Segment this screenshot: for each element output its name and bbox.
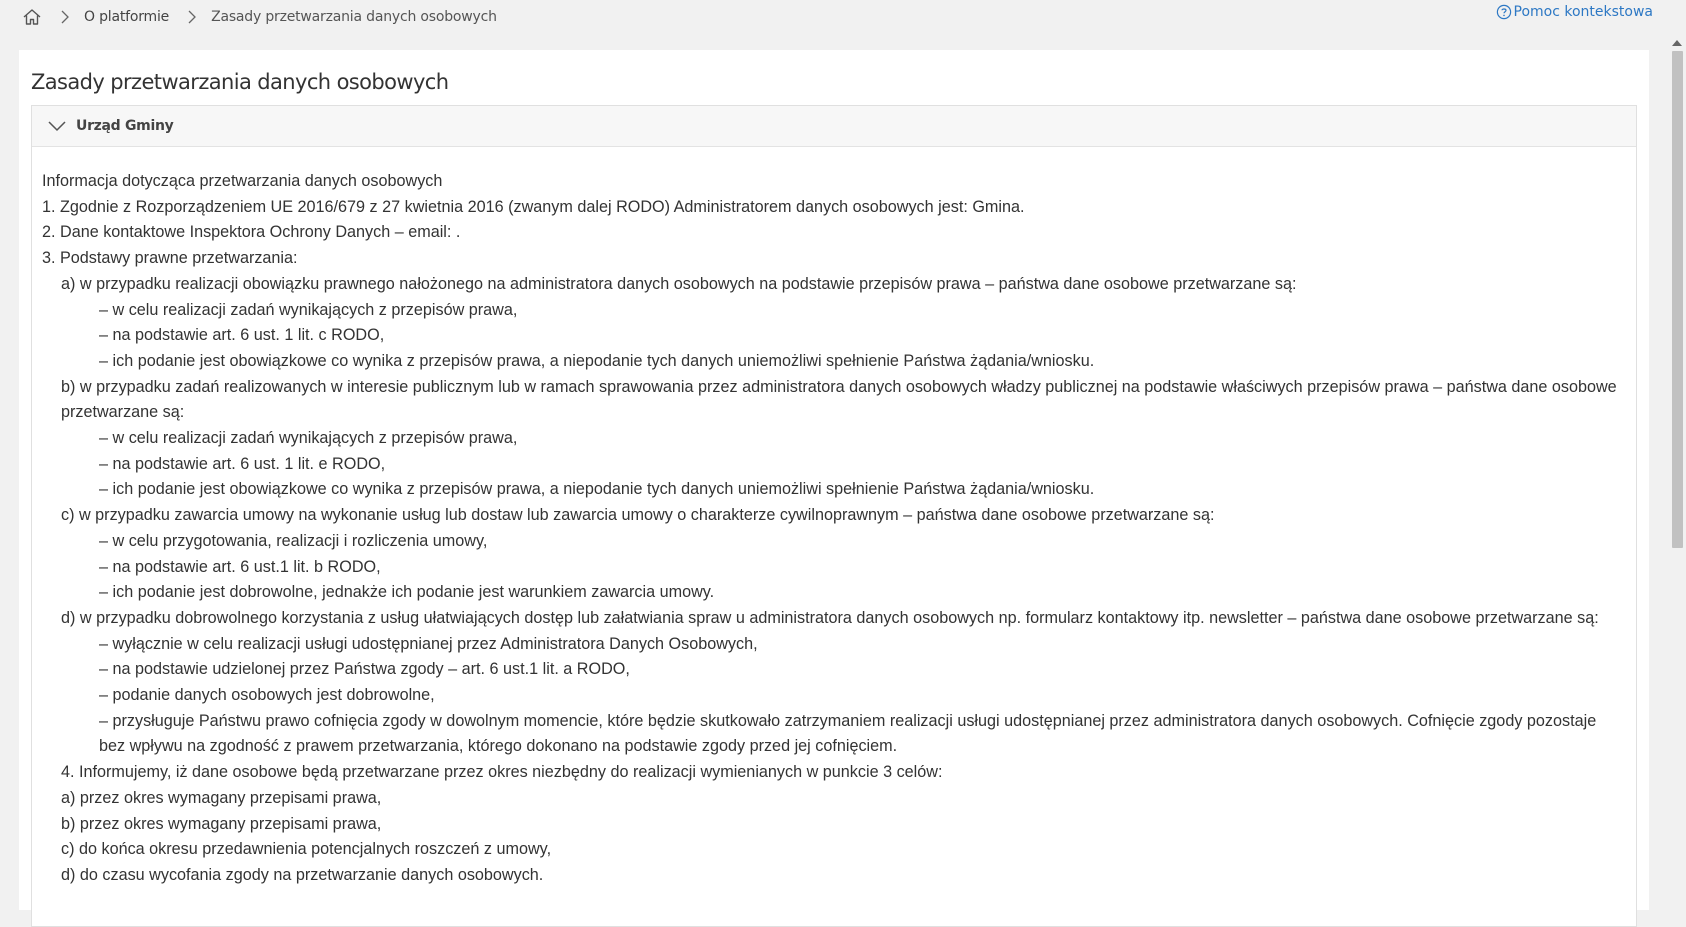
context-help-label: Pomoc kontekstowa: [1513, 4, 1653, 20]
home-icon[interactable]: [22, 7, 42, 27]
accordion-title: Urząd Gminy: [76, 118, 174, 134]
question-circle-icon: [1496, 4, 1512, 20]
chevron-right-icon: [60, 10, 70, 24]
text-line: – ich podanie jest obowiązkowe co wynika z przepisów prawa, a niepodanie tych danych uniemożliwi spełnienie Państwa żądania/wniosku.: [99, 480, 1095, 499]
accordion-header[interactable]: [32, 106, 1636, 147]
text-line: Informacja dotycząca przetwarzania danych osobowych: [42, 172, 443, 190]
text-line: – na podstawie art. 6 ust. 1 lit. c RODO,: [99, 326, 385, 345]
top-bar: [0, 0, 1686, 34]
breadcrumb: [22, 0, 497, 34]
text-line: b) przez okres wymagany przepisami prawa,: [61, 814, 382, 833]
accordion-panel-urzad-gminy: [31, 105, 1637, 927]
context-help-link[interactable]: [1496, 4, 1654, 20]
breadcrumb-current: Zasady przetwarzania danych osobowych: [211, 9, 497, 25]
text-line: 4. Informujemy, iż dane osobowe będą przetwarzane przez okres niezbędny do realizacji wymienianych w punkcie 3 celów:: [61, 763, 943, 782]
text-line: d) w przypadku dobrowolnego korzystania z usług ułatwiających dostęp lub załatwiania spraw u administratora danych osobowych np. formularz kontaktowy itp. newsletter – państwa dane osobowe przetwarzane są:: [61, 608, 1599, 627]
breadcrumb-item-o-platformie[interactable]: O platformie: [84, 9, 170, 25]
text-line: b) w przypadku zadań realizowanych w interesie publicznym lub w ramach sprawowania przez administratora danych osobowych władzy publicznej na podstawie właściwych przepisów prawa – państwa dane osobowe przetwarzane są:: [61, 377, 1617, 422]
privacy-policy-text: [32, 147, 1636, 889]
text-line: – ich podanie jest dobrowolne, jednakże ich podanie jest warunkiem zawarcia umowy.: [99, 583, 715, 602]
page-scrollbar[interactable]: [1669, 34, 1686, 902]
text-line: – ich podanie jest obowiązkowe co wynika z przepisów prawa, a niepodanie tych danych uniemożliwi spełnienie Państwa żądania/wniosku.: [99, 351, 1095, 370]
text-line: – na podstawie udzielonej przez Państwa zgody – art. 6 ust.1 lit. a RODO,: [99, 660, 630, 679]
text-line: d) do czasu wycofania zgody na przetwarzanie danych osobowych.: [61, 865, 544, 884]
text-line: – wyłącznie w celu realizacji usługi udostępnianej przez Administratora Danych Osobowych,: [99, 634, 758, 653]
text-line: a) przez okres wymagany przepisami prawa,: [61, 788, 382, 807]
scrollbar-thumb[interactable]: [1672, 51, 1683, 548]
text-line: – na podstawie art. 6 ust.1 lit. b RODO,: [99, 557, 381, 576]
text-line: 1. Zgodnie z Rozporządzeniem UE 2016/679 z 27 kwietnia 2016 (zwanym dalej RODO) Administratorem danych osobowych jest: Gmina.: [42, 197, 1025, 216]
text-line: 3. Podstawy prawne przetwarzania:: [42, 249, 298, 268]
scroll-up-arrow-icon[interactable]: [1672, 40, 1682, 46]
chevron-right-icon: [187, 10, 197, 24]
text-line: – w celu realizacji zadań wynikających z przepisów prawa,: [99, 429, 518, 448]
page-title: Zasady przetwarzania danych osobowych: [31, 70, 449, 94]
text-line: – podanie danych osobowych jest dobrowolne,: [99, 686, 435, 705]
text-line: – na podstawie art. 6 ust. 1 lit. e RODO,: [99, 454, 386, 473]
text-line: – w celu przygotowania, realizacji i rozliczenia umowy,: [99, 531, 488, 550]
text-line: a) w przypadku realizacji obowiązku prawnego nałożonego na administratora danych osobowych na podstawie przepisów prawa – państwa dane osobowe przetwarzane są:: [61, 274, 1297, 293]
text-line: 2. Dane kontaktowe Inspektora Ochrony Danych – email: .: [42, 223, 461, 242]
text-line: – w celu realizacji zadań wynikających z przepisów prawa,: [99, 300, 518, 319]
text-line: c) w przypadku zawarcia umowy na wykonanie usług lub dostaw lub zawarcia umowy o charakterze cywilnoprawnym – państwa dane osobowe przetwarzane są:: [61, 506, 1215, 525]
text-line: – przysługuje Państwu prawo cofnięcia zgody w dowolnym momencie, które będzie skutkowało zatrzymaniem realizacji usługi udostępnianej przez administratora danych osobowych. Cofnięcie zgody pozostaje bez wpływu na zgodność z prawem przetwarzania, którego dokonano na podstawie zgody przed jej cofnięciem.: [99, 711, 1597, 756]
chevron-down-icon: [48, 120, 66, 132]
content-card: [19, 50, 1649, 910]
text-line: c) do końca okresu przedawnienia potencjalnych roszczeń z umowy,: [61, 840, 552, 859]
